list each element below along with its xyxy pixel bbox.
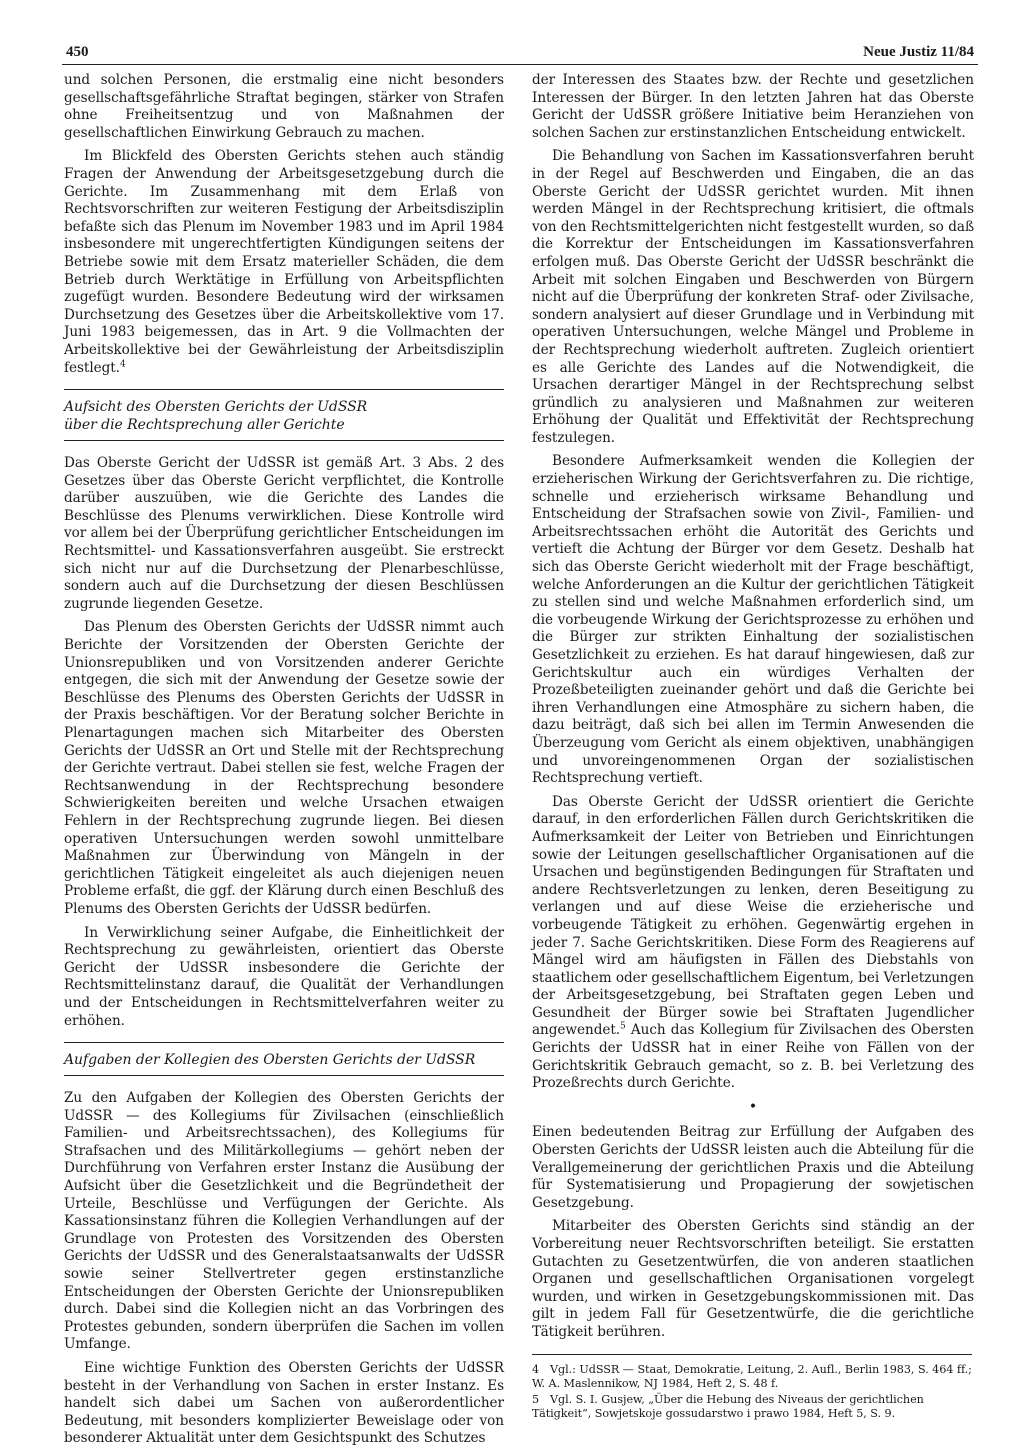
paragraph: In Verwirklichung seiner Aufgabe, die Einheitlichkeit der Rechtsprechung zu gewährleisten, orientiert das Oberste Gericht der UdSSR insbesondere die Gerichte der Rechtsmittelinstanz darauf, die Qualität der Verhandlungen und der Entscheidungen in Rechtsmittelverfahren weiter zu erhöhen. [64, 924, 504, 1029]
journal-title: Neue Justiz 11/84 [863, 44, 974, 60]
paragraph-text: Auch das Kollegium für Zivilsachen des Obersten Gerichts der UdSSR hat in einer Reihe von Fällen von der Gerichtskritik Gebrauch gemacht, so z. B. bei Verletzung des Prozeßrechts durch Gerichte. [532, 1022, 974, 1092]
left-column [64, 72, 504, 1454]
paragraph-text: Das Oberste Gericht der UdSSR orientiert die Gerichte darauf, in den erforderlichen Fällen durch Gerichtskritiken die Aufmerksamkeit der Leiter von Betrieben und Einrichtungen sowie der Leitungen gesellschaftlicher Organisationen auf die Ursachen und begünstigenden Bedingungen für Straftaten und andere Rechtsverletzungen zu lenken, deren Beseitigung zu verlangen und auf diese Weise die erzieherische und vorbeugende Tätigkeit zu erhöhen. Gegenwärtig ergehen in jeder 7. Sache Gerichtskritiken. Diese Form des Reagierens auf Mängel wird am häufigsten in Fällen des Diebstahls von staatlichem oder gesellschaftlichem Eigentum, bei Verletzungen der Arbeitsgesetzgebung, bei Straftaten gegen Leben und Gesundheit der Bürger sowie bei Straftaten Jugendlicher angewendet. [532, 793, 974, 1039]
paragraph: Zu den Aufgaben der Kollegien des Obersten Gerichts der UdSSR — des Kollegiums für Zivilsachen (einschließlich Familien- und Arbeitsrechtssachen), des Kollegiums für Strafsachen und des Militärkollegiums — gehört neben der Durchführung von Verfahren erster Instanz die Ausübung der Aufsicht über die Gesetzlichkeit und die Begründetheit der Urteile, Beschlüsse und Verfügungen der Gerichte. Als Kassationsinstanz führen die Kollegien Verhandlungen auf der Grundlage von Protesten des Vorsitzenden des Obersten Gerichts der UdSSR und des Generalstaatsanwalts der UdSSR sowie seiner Stellvertreter gegen erstinstanzliche Entscheidungen der Obersten Gerichte der Unionsrepubliken durch. Dabei sind die Kollegien nicht an das Vorbringen des Protestes gebunden, sondern überprüfen die Sachen im vollen Umfange. [64, 1090, 504, 1353]
footnote-number: 5 [532, 1392, 540, 1406]
paragraph: der Interessen des Staates bzw. der Rechte und gesetzlichen Interessen der Bürger. In den letzten Jahren hat das Oberste Gericht der UdSSR größere Initiative beim Heranziehen von solchen Sachen zur erstinstanzlichen Entscheidung entwickelt. [532, 72, 974, 141]
header-rule [62, 64, 978, 65]
right-column [532, 72, 974, 1423]
paragraph [64, 148, 504, 377]
paragraph-text: Im Blickfeld des Obersten Gerichts stehen auch ständig Fragen der Anwendung der Arbeitsgesetzgebung durch die Gerichte. Im Zusammenhang mit dem Erlaß von Rechtsvorschriften zur weiteren Festigung der Arbeitsdisziplin befaßte sich das Plenum im November 1983 und im April 1984 insbesondere mit ungerechtfertigten Kündigungen seitens der Betriebe sowie mit dem Ersatz materieller Schäden, die dem Betrieb durch Werktätige in Erfüllung von Arbeitspflichten zugefügt wurden. Besondere Bedeutung wird der wirksamen Durchsetzung des Gesetzes über die Arbeitskollektive vom 17. Juni 1983 beigemessen, das in Art. 9 die Vollmachten der Arbeitskollektive bei der Gewährleistung der Arbeitsdisziplin festlegt. [64, 148, 504, 376]
footnote-text: Vgl.: UdSSR — Staat, Demokratie, Leitung, 2. Aufl., Berlin 1983, S. 464 ff.; W. A. Maslennikow, NJ 1984, Heft 2, S. 48 f. [532, 1362, 972, 1390]
paragraph [532, 794, 974, 1093]
section-separator: • [748, 1098, 758, 1115]
paragraph: Das Plenum des Obersten Gerichts der UdSSR nimmt auch Berichte der Vorsitzenden der Obersten Gerichte der Unionsrepubliken und von Vorsitzenden anderer Gerichte entgegen, die sich mit der Anwendung der Gesetze sowie der Beschlüsse des Plenums des Obersten Gerichts der UdSSR in der Praxis beschäftigen. Vor der Beratung solcher Berichte in Plenartagungen machen sich Mitarbeiter des Obersten Gerichts der UdSSR an Ort und Stelle mit der Rechtsprechung der Gerichte vertraut. Dabei stellen sie fest, welche Fragen der Rechtsanwendung in der Rechtsprechung besondere Schwierigkeiten bereiten und welche Ursachen etwaigen Fehlern in der Rechtsprechung zugrunde liegen. Bei diesen operativen Untersuchungen werden sowohl unmittelbare Maßnahmen zur Überwindung von Mängeln in der gerichtlichen Tätigkeit eingeleitet als auch diejenigen neuen Probleme erfaßt, die ggf. der Klärung durch einen Beschluß des Plenums des Obersten Gerichts der UdSSR bedürfen. [64, 619, 504, 917]
paragraph: Besondere Aufmerksamkeit wenden die Kollegien der erzieherischen Wirkung der Gerichtsverfahren zu. Die richtige, schnelle und erzieherisch wirksame Behandlung und Entscheidung der Strafsachen sowie von Zivil-, Familien- und Arbeitsrechtssachen erhöht die Autorität des Gerichts und vertieft die Achtung der Bürger vor dem Gesetz. Deshalb hat sich das Oberste Gericht wiederholt mit der Frage beschäftigt, welche Anforderungen an die Kultur der gerichtlichen Tätigkeit zu stellen sind und welche Maßnahmen erforderlich sind, um die vorbeugende Wirkung der Gerichtsprozesse zu erhöhen und die Bürger zur strikten Einhaltung der sozialistischen Gesetzlichkeit zu erziehen. Es hat darauf hingewiesen, daß zur Gerichtskultur auch ein würdiges Verhalten der Prozeßbeteiligten zueinander gehört und daß die Gerichte bei ihren Verhandlungen eine Atmosphäre zu sichern haben, die dazu beiträgt, daß sich bei allen im Termin Anwesenden die Überzeugung vom Gericht als einem objektiven, unabhängigen und unvoreingenommenen Organ der sozialistischen Rechtsprechung vertieft. [532, 453, 974, 787]
paragraph: Mitarbeiter des Obersten Gerichts sind ständig an der Vorbereitung neuer Rechtsvorschriften beteiligt. Sie erstatten Gutachten zu Gesetzentwürfen, die von anderen staatlichen Organen und gesellschaftlichen Organisationen vorgelegt wurden, und wirken in Gesetzgebungskommissionen mit. Das gilt in jedem Fall für Gesetzentwürfe, die die gerichtliche Tätigkeit berühren. [532, 1218, 974, 1340]
paragraph: Das Oberste Gericht der UdSSR ist gemäß Art. 3 Abs. 2 des Gesetzes über das Oberste Gericht verpflichtet, die Kontrolle darüber auszuüben, wie die Gerichte des Landes die Beschlüsse des Plenums verwirklichen. Diese Kontrolle wird vor allem bei der Überprüfung gerichtlicher Entscheidungen im Rechtsmittel- und Kassationsverfahren ausgeübt. Sie erstreckt sich nicht nur auf die Durchsetzung der Plenarbeschlüsse, sondern auch auf die Durchsetzung der diesen Beschlüssen zugrunde liegenden Gesetze. [64, 455, 504, 612]
footnote-rule [532, 1354, 972, 1355]
page-number: 450 [66, 44, 89, 60]
footnote [532, 1363, 974, 1391]
section-heading-line: Aufsicht des Obersten Gerichts der UdSSR [64, 399, 368, 416]
footnote-ref: 4 [119, 358, 126, 369]
paragraph: und solchen Personen, die erstmalig eine nicht besonders gesellschaftsgefährliche Straftat begingen, stärker von Strafen ohne Freiheitsentzug und von Maßnahmen der gesellschaftlichen Einwirkung Gebrauch zu machen. [64, 72, 504, 141]
paragraph: Einen bedeutenden Beitrag zur Erfüllung der Aufgaben des Obersten Gerichts der UdSSR leisten auch die Abteilung für die Verallgemeinerung der gerichtlichen Praxis und die Abteilung für Systematisierung und Propagierung der sowjetischen Gesetzgebung. [532, 1124, 974, 1211]
footnote-ref: 5 [620, 1021, 626, 1032]
paragraph: Eine wichtige Funktion des Obersten Gerichts der UdSSR besteht in der Verhandlung von Sachen in erster Instanz. Es handelt sich dabei um Sachen von außerordentlicher Bedeutung, mit besonders komplizierter Beweislage oder von besonderer Aktualität unter dem Gesichtspunkt des Schutzes [64, 1360, 504, 1447]
section-heading [64, 1042, 504, 1076]
section-heading-line: über die Rechtsprechung aller Gerichte [64, 417, 345, 434]
paragraph: Die Behandlung von Sachen im Kassationsverfahren beruht in der Regel auf Beschwerden und Eingaben, die an das Oberste Gericht der UdSSR gerichtet wurden. Mit ihnen werden Mängel in der Rechtsprechung kritisiert, die oftmals von den Rechtsmittelgerichten nicht festgestellt wurden, so daß die Korrektur der Entscheidungen im Kassationsverfahren erfolgen muß. Das Oberste Gericht der UdSSR beschränkt die Arbeit mit solchen Eingaben und Beschwerden von Bürgern nicht auf die Überprüfung der konkreten Straf- oder Zivilsache, sondern analysiert auf dieser Grundlage und in Verbindung mit operativen Untersuchungen, welche Mängel und Probleme in der Rechtsprechung wiederholt auftreten. Zugleich orientiert es alle Gerichte des Landes auf die Notwendigkeit, die Ursachen derartiger Mängel in der Rechtsprechung selbst gründlich zu analysieren und Maßnahmen zur weiteren Erhöhung der Qualität und Effektivität der Rechtsprechung festzulegen. [532, 148, 974, 446]
section-heading-line: Aufgaben der Kollegien des Obersten Gerichts der UdSSR [64, 1052, 476, 1069]
footnote-text: Vgl. S. I. Gusjew, „Über die Hebung des Niveaus der gerichtlichen Tätigkeit“, Sowjetskoje gossudarstwo i prawo 1984, Heft 5, S. 9. [532, 1392, 924, 1420]
footnote [532, 1393, 974, 1421]
footnote-number: 4 [532, 1362, 540, 1376]
section-heading [64, 389, 504, 441]
